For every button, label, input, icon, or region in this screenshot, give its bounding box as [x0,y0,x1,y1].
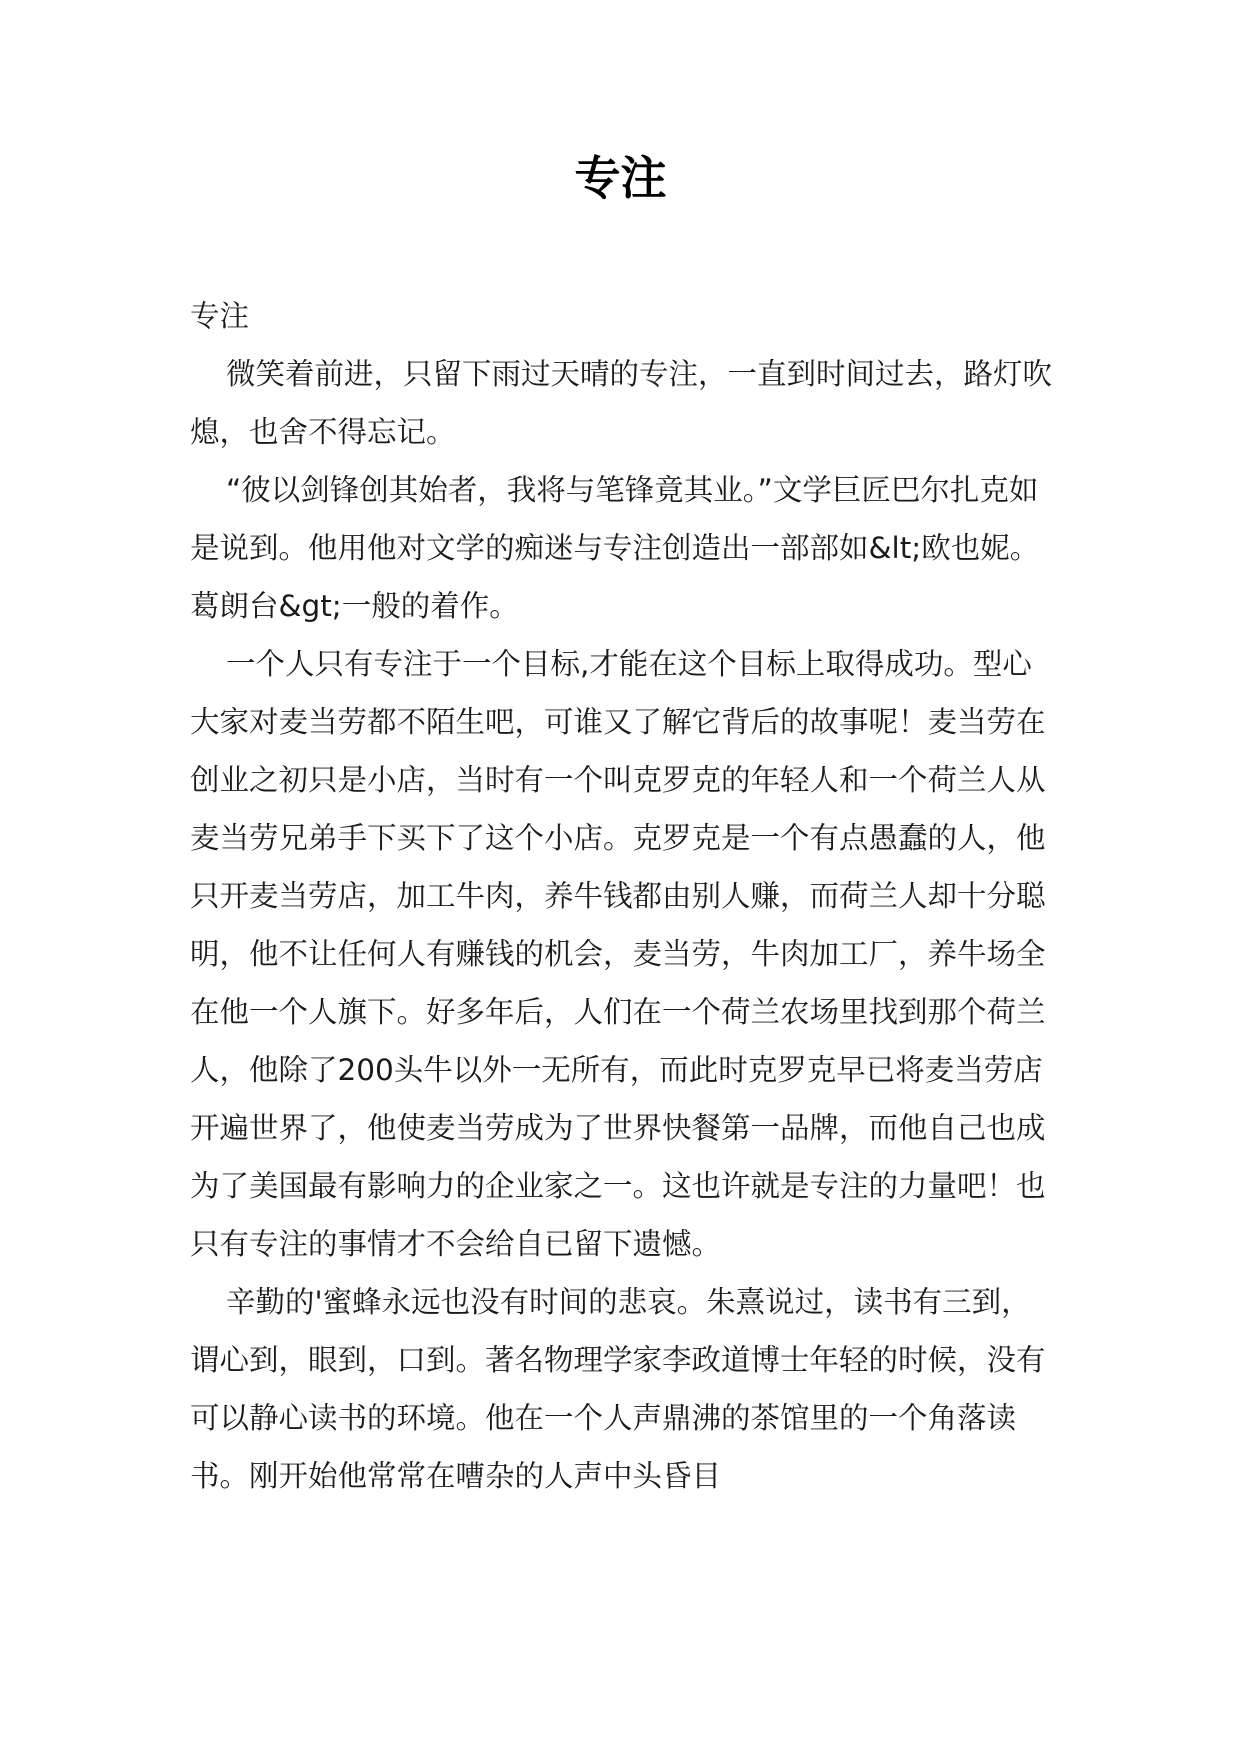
document-title: 专注 [574,151,667,205]
paragraph: 一个人只有专注于一个目标,才能在这个目标上取得成功。型心大家对麦当劳都不陌生吧，可谁又了解它背后的故事呢！麦当劳在创业之初只是小店，当时有一个叫克罗克的年轻人和一个荷兰人从麦当劳兄弟手下买下了这个小店。克罗克是一个有点愚蠢的人，他只开麦当劳店，加工牛肉，养牛钱都由别人赚，而荷兰人却十分聪明，他不让任何人有赚钱的机会，麦当劳，牛肉加工厂，养牛场全在他一个人旗下。好多年后，人们在一个荷兰农场里找到那个荷兰人，他除了200头牛以外一无所有，而此时克罗克早已将麦当劳店开遍世界了，他使麦当劳成为了世界快餐第一品牌，而他自己也成为了美国最有影响力的企业家之一。这也许就是专注的力量吧！也只有专注的事情才不会给自已留下遗憾。 [190,647,1046,1261]
paragraph-heading: 专注 [190,299,250,333]
paragraph: “彼以剑锋创其始者，我将与笔锋竟其业。”文学巨匠巴尔扎克如是说到。他用他对文学的痴迷与专注创造出一部部如&lt;欧也妮。葛朗台&gt;一般的着作。 [190,473,1040,623]
paragraph: 微笑着前进，只留下雨过天晴的专注，一直到时间过去，路灯吹熄，也舍不得忘记。 [190,357,1053,449]
document-body [190,287,1060,1505]
paragraph: 辛勤的'蜜蜂永远也没有时间的悲哀。朱熹说过，读书有三到，谓心到，眼到，口到。著名物理学家李政道博士年轻的时候，没有可以静心读书的环境。他在一个人声鼎沸的茶馆里的一个角落读书。刚开始他常常在嘈杂的人声中头昏目 [190,1285,1046,1493]
